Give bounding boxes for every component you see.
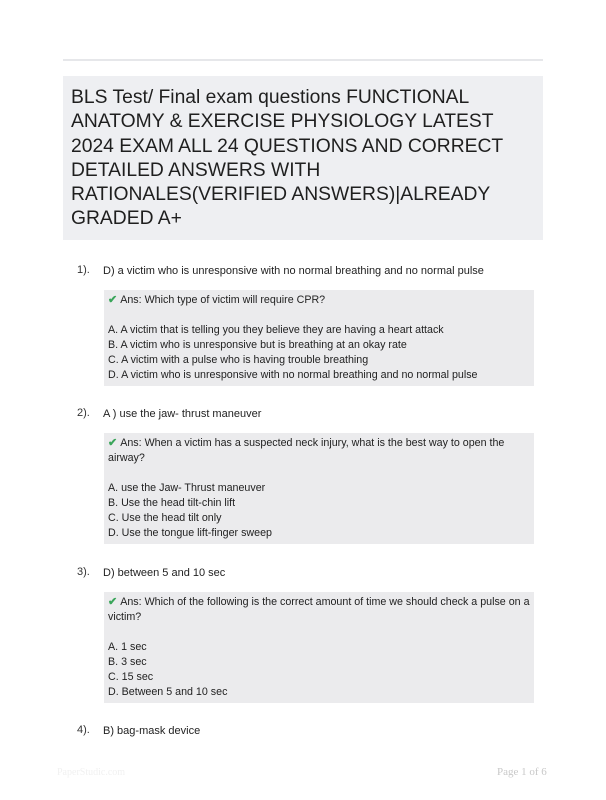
top-divider (63, 59, 543, 61)
option-c: C. A victim with a pulse who is having trouble breathing (108, 354, 369, 366)
question-detail-box (104, 433, 534, 544)
question-number: 2). (77, 407, 90, 419)
option-a: A. 1 sec (108, 641, 147, 653)
question-prompt: Ans: Which of the following is the correct amount of time we should check a pulse on a victim? (108, 596, 530, 623)
option-c: C. 15 sec (108, 671, 154, 683)
option-c: C. Use the head tilt only (108, 512, 222, 524)
question-number: 4). (77, 724, 90, 736)
check-icon: ✔ (108, 294, 118, 306)
option-d: D. Between 5 and 10 sec (108, 686, 228, 698)
question-answer: D) a victim who is unresponsive with no normal breathing and no normal pulse (103, 265, 484, 277)
page-indicator: Page 1 of 6 (497, 766, 547, 778)
document-title: BLS Test/ Final exam questions FUNCTIONAL ANATOMY & EXERCISE PHYSIOLOGY LATEST 2024 EXAM ALL 24 QUESTIONS AND CORRECT DETAILED ANSWERS WITH RATIONALES(VERIFIED ANSWERS)|ALREADY GRADED A+ (71, 87, 503, 230)
watermark: PaperStudic.com (57, 767, 126, 778)
option-a: A. use the Jaw- Thrust maneuver (108, 482, 266, 494)
option-a: A. A victim that is telling you they believe they are having a heart attack (108, 324, 444, 336)
question-detail-box (104, 592, 534, 703)
option-b: B. A victim who is unresponsive but is breathing at an okay rate (108, 339, 407, 351)
question-answer: A ) use the jaw- thrust maneuver (103, 408, 262, 420)
question-detail-box (104, 290, 534, 386)
title-banner (63, 76, 543, 240)
question-number: 3). (77, 566, 90, 578)
option-d: D. A victim who is unresponsive with no normal breathing and no normal pulse (108, 369, 478, 381)
option-b: B. 3 sec (108, 656, 147, 668)
question-prompt: Ans: Which type of victim will require CPR? (120, 294, 326, 306)
option-b: B. Use the head tilt-chin lift (108, 497, 236, 509)
option-d: D. Use the tongue lift-finger sweep (108, 527, 272, 539)
check-icon: ✔ (108, 437, 118, 449)
question-answer: D) between 5 and 10 sec (103, 567, 226, 579)
check-icon: ✔ (108, 596, 118, 608)
question-number: 1). (77, 264, 90, 276)
question-prompt: Ans: When a victim has a suspected neck injury, what is the best way to open the airway? (108, 437, 505, 464)
question-answer: B) bag-mask device (103, 725, 201, 737)
